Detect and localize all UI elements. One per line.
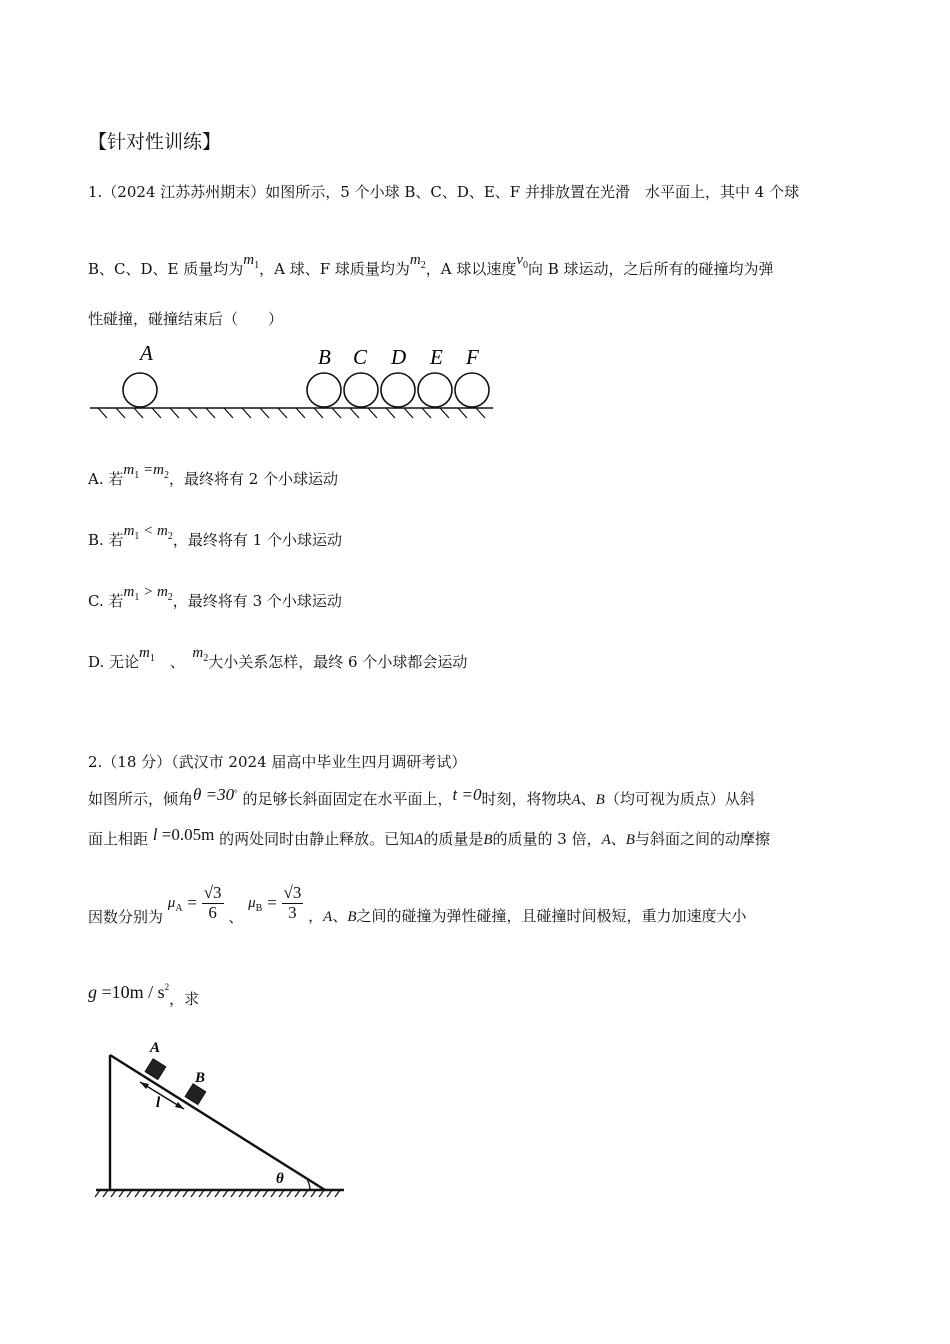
q2-line1: 2.（18 分）（武汉市 2024 届高中毕业生四月调研考试） (88, 753, 467, 771)
ball-label-b: B (318, 345, 331, 369)
q2-incline-figure (92, 1040, 352, 1205)
option-d[interactable]: D. 无论$m_1$ 、 $m_2$大小关系怎样，最终 6 个小球都会运动 (88, 645, 468, 671)
q2-line3: 面上相距 l =0.05m 的两处同时由静止释放。已知A的质量是B的质量的 3 倍，A、B与斜面之间的动摩擦 (88, 825, 770, 848)
distance-arrow-head-left (140, 1082, 149, 1089)
block-a (145, 1059, 166, 1080)
ball-f (455, 373, 489, 407)
ball-c (344, 373, 378, 407)
block-b (185, 1084, 206, 1105)
q2-line4: 因数分别为 $\mu_A$ = $\frac{√3}{6}$ 、 $\mu_B$ = $\frac{√3}{3}$ ，A、B之间的碰撞为弹性碰撞，且碰撞时间极短，重力加速度大小 (88, 883, 747, 926)
ball-label-e: E (430, 345, 443, 369)
ball-d (381, 373, 415, 407)
option-b[interactable]: B. 若$m_1 < m_2$，最终将有 1 个小球运动 (88, 523, 342, 549)
ground-hatching (98, 408, 485, 418)
angle-label: θ (276, 1171, 284, 1187)
ball-label-f: F (466, 345, 479, 369)
section-heading: 【针对性训练】 (88, 131, 222, 153)
ball-label-d: D (391, 345, 407, 369)
q1-line2: B、C、D、E 质量均为$m_1$，A 球、F 球质量均为$m_2$，A 球以速度$v_0$向 B 球运动，之后所有的碰撞均为弹 (88, 252, 774, 278)
distance-arrow-head-right (175, 1102, 184, 1109)
block-b-label: B (195, 1070, 206, 1086)
q1-line3: 性碰撞，碰撞结束后（ ） (88, 310, 284, 328)
q2-line2: 如图所示，倾角θ =30° 的足够长斜面固定在水平面上，t =0时刻，将物块A、B（均可视为质点）从斜 (88, 785, 755, 808)
q1-balls-figure (88, 338, 498, 423)
ball-label-c: C (353, 345, 368, 369)
q2-line5: $g =10m / s^2$，求 (88, 982, 200, 1008)
block-a-label: A (150, 1040, 161, 1056)
option-a[interactable]: A. 若$m_1 =m_2$，最终将有 2 个小球运动 (88, 462, 339, 488)
ball-b (307, 373, 341, 407)
ball-e (418, 373, 452, 407)
distance-label: l (156, 1095, 161, 1111)
incline-slope (110, 1055, 325, 1190)
q1-line1: 1.（2024 江苏苏州期末）如图所示，5 个小球 B、C、D、E、F 并排放置在光滑 水平面上，其中 4 个球 (88, 183, 800, 201)
ball-label-a: A (140, 341, 153, 365)
option-c[interactable]: C. 若$m_1 > m_2$，最终将有 3 个小球运动 (88, 584, 342, 610)
ball-a (123, 373, 157, 407)
